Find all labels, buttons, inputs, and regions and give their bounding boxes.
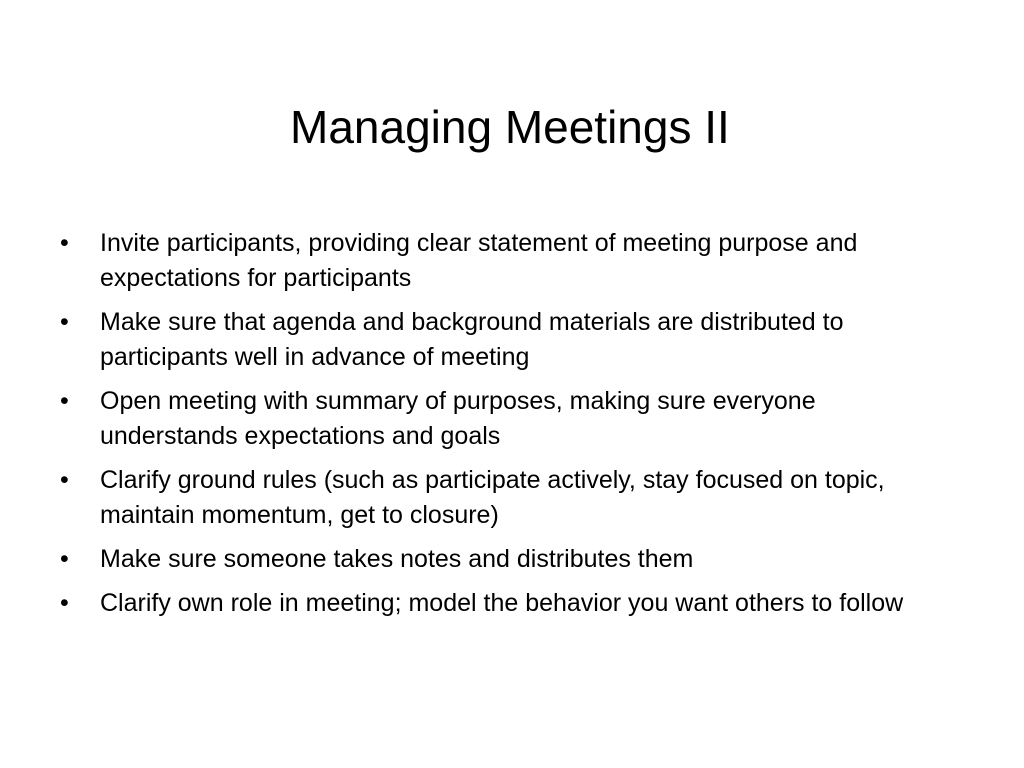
bullet-item	[60, 305, 960, 375]
bullet-text: Make sure that agenda and background materials are distributed to participants well in advance of meeting	[100, 308, 844, 371]
bullet-icon: •	[60, 589, 69, 617]
bullet-text: Clarify ground rules (such as participate actively, stay focused on topic, maintain momentum, get to closure)	[100, 466, 885, 529]
bullet-icon: •	[60, 229, 69, 257]
bullet-text: Invite participants, providing clear statement of meeting purpose and expectations for participants	[100, 229, 858, 292]
bullet-icon: •	[60, 308, 69, 336]
bullet-text: Make sure someone takes notes and distributes them	[100, 545, 694, 573]
slide-title: Managing Meetings II	[290, 101, 730, 153]
bullet-icon: •	[60, 545, 69, 573]
bullet-icon: •	[60, 387, 69, 415]
bullet-item	[60, 384, 960, 454]
bullet-item	[60, 463, 960, 533]
bullet-item	[60, 586, 960, 621]
bullet-list	[60, 226, 960, 630]
bullet-text: Open meeting with summary of purposes, making sure everyone understands expectations and goals	[100, 387, 816, 450]
bullet-item	[60, 542, 960, 577]
bullet-item	[60, 226, 960, 296]
bullet-icon: •	[60, 466, 69, 494]
bullet-text: Clarify own role in meeting; model the behavior you want others to follow	[100, 589, 904, 617]
